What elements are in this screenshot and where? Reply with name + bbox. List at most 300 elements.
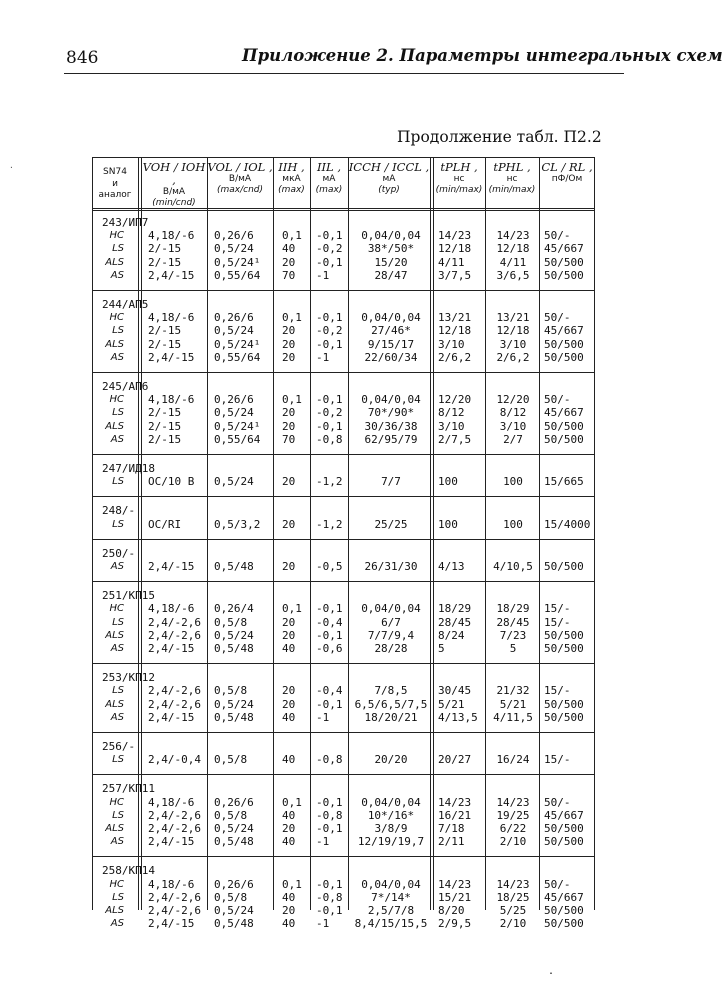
table-row <box>92 433 595 446</box>
vol-cell: 0,5/8 <box>214 753 248 767</box>
header-voh <box>141 161 207 208</box>
group-separator <box>92 856 595 857</box>
iil-cell: -1 <box>316 350 330 364</box>
table-row <box>92 629 595 642</box>
chip-title: 251/КП15 <box>102 589 155 603</box>
icc-cell: 62/95/79 <box>364 432 418 446</box>
parameters-table <box>92 157 595 931</box>
tplh-cell: 5 <box>438 642 445 655</box>
table-row <box>92 518 595 531</box>
tplh-cell: 16/21 <box>438 808 472 822</box>
icc-cell: 2,5/7/8 <box>367 904 415 917</box>
iil-cell: -0,4 <box>316 615 343 629</box>
icc-cell: 7/7/9,4 <box>367 628 415 642</box>
iil-cell: -0,1 <box>316 904 343 917</box>
voh-cell: 2/-15 <box>148 432 182 446</box>
header-iil-cond: (max) <box>315 184 343 195</box>
tplh-cell: 8/20 <box>438 904 465 917</box>
tplh-cell: 12/18 <box>438 242 472 256</box>
tphl-cell: 6/22 <box>499 822 527 835</box>
table-row <box>92 229 595 242</box>
tphl-cell: 2/7 <box>503 432 523 446</box>
tphl-cell: 12/20 <box>496 393 530 407</box>
page-number: 846 <box>66 48 99 68</box>
header-sn74-line: и <box>112 178 118 189</box>
group-title-row <box>92 504 595 517</box>
vol-cell: 0,5/24 <box>214 822 254 835</box>
iil-cell: -0,1 <box>316 628 343 642</box>
iih-cell: 20 <box>282 350 296 364</box>
family-cell: AS <box>110 433 124 445</box>
vol-cell: 0,5/24 <box>214 475 254 489</box>
voh-cell: 2,4/-2,6 <box>148 890 201 904</box>
cl-cell: 15/- <box>544 684 571 698</box>
family-cell: HC <box>109 312 124 324</box>
iih-cell: 70 <box>282 432 296 446</box>
icc-cell: 7/7 <box>381 475 401 489</box>
header-tplh <box>433 161 485 195</box>
tphl-cell: 5 <box>509 642 517 655</box>
cl-cell: 50/- <box>544 877 571 891</box>
family-cell: ALS <box>105 256 124 268</box>
table-row <box>92 809 595 822</box>
voh-cell: 4,18/-6 <box>148 877 195 891</box>
vol-cell: 0,26/6 <box>214 795 254 809</box>
voh-cell: 2,4/-2,6 <box>148 904 201 917</box>
header-icc-cond: (typ) <box>378 184 400 195</box>
tplh-cell: 12/20 <box>438 393 472 407</box>
cl-cell: 15/4000 <box>544 517 591 531</box>
voh-cell: 2,4/-15 <box>148 350 195 364</box>
voh-cell: 2/-15 <box>148 419 182 433</box>
iih-cell: 20 <box>282 684 296 698</box>
vol-cell: 0,26/6 <box>214 393 254 407</box>
tphl-cell: 12/18 <box>496 324 530 338</box>
header-cl-symbol: CL / RL , <box>541 160 593 174</box>
tplh-cell: 100 <box>438 475 458 489</box>
iil-cell: -1 <box>316 917 330 931</box>
family-cell: AS <box>110 561 124 572</box>
icc-cell: 0,04/0,04 <box>361 229 421 243</box>
group-separator <box>92 496 595 497</box>
icc-cell: 0,04/0,04 <box>361 311 421 325</box>
header-voh-unit: В/мА <box>162 187 186 198</box>
tphl-cell: 16/24 <box>496 753 530 767</box>
header-tplh-cond: (min/max) <box>435 184 483 195</box>
running-head: Приложение 2. Параметры интегральных схем <box>242 46 723 65</box>
iih-cell: 20 <box>282 517 296 531</box>
tplh-cell: 2/6,2 <box>438 350 472 364</box>
vol-cell: 0,5/24 <box>214 628 254 642</box>
icc-cell: 15/20 <box>374 255 408 269</box>
cl-cell: 45/667 <box>544 406 584 420</box>
iil-cell: -0,1 <box>316 822 343 835</box>
cl-cell: 50/500 <box>544 560 584 573</box>
iih-cell: 40 <box>282 242 296 256</box>
vol-cell: 0,5/3,2 <box>214 517 261 531</box>
vol-cell: 0,5/48 <box>214 835 254 849</box>
group-title-row <box>92 864 595 877</box>
iil-cell: -0,1 <box>316 602 343 616</box>
family-cell: LS <box>112 754 124 766</box>
header-tphl-unit: нс <box>506 174 518 185</box>
family-cell: LS <box>112 476 124 488</box>
iil-cell: -0,8 <box>316 890 343 904</box>
tphl-cell: 4/10,5 <box>493 560 533 573</box>
vol-cell: 0,26/6 <box>214 311 254 325</box>
icc-cell: 25/25 <box>374 517 408 531</box>
family-cell: AS <box>110 643 124 654</box>
table-row <box>92 393 595 406</box>
tplh-cell: 4/11 <box>438 255 465 269</box>
table-row <box>92 684 595 697</box>
iih-cell: 40 <box>282 835 296 849</box>
group-separator <box>92 774 595 775</box>
table-row <box>92 891 595 904</box>
vol-cell: 0,5/24 <box>214 697 254 711</box>
icc-cell: 70*/90* <box>367 406 415 420</box>
tplh-cell: 20/27 <box>438 753 472 767</box>
tplh-cell: 8/24 <box>438 628 465 642</box>
table-row <box>92 822 595 835</box>
iih-cell: 0,1 <box>282 602 302 616</box>
voh-cell: 2/-15 <box>148 324 182 338</box>
tplh-cell: 14/23 <box>438 877 472 891</box>
icc-cell: 28/47 <box>374 268 408 282</box>
chip-title: 256/- <box>102 740 136 753</box>
vol-cell: 0,55/64 <box>214 268 261 282</box>
iih-cell: 20 <box>282 255 296 269</box>
tphl-cell: 2/6,2 <box>496 350 530 364</box>
chip-title: 243/ИП7 <box>102 216 149 229</box>
header-voh-symbol: VOH / IOH , <box>142 160 206 188</box>
cl-cell: 50/500 <box>544 710 584 724</box>
iih-cell: 0,1 <box>282 795 302 809</box>
tplh-cell: 15/21 <box>438 890 472 904</box>
voh-cell: 2,4/-15 <box>148 642 195 655</box>
header-vol-cond: (max/cnd) <box>216 184 264 195</box>
iil-cell: -0,1 <box>316 229 343 243</box>
family-cell: HC <box>109 230 124 242</box>
iih-cell: 40 <box>282 753 296 767</box>
tphl-cell: 14/23 <box>496 795 530 809</box>
cl-cell: 50/500 <box>544 904 584 917</box>
cl-cell: 15/- <box>544 615 571 629</box>
family-cell: AS <box>110 269 124 281</box>
iih-cell: 20 <box>282 822 296 835</box>
table-row <box>92 420 595 433</box>
family-cell: AS <box>110 918 124 930</box>
iih-cell: 0,1 <box>282 393 302 407</box>
cl-cell: 45/667 <box>544 242 584 256</box>
iih-cell: 20 <box>282 337 296 351</box>
vol-cell: 0,5/24 <box>214 406 254 420</box>
tphl-cell: 4/11 <box>499 255 527 269</box>
vol-cell: 0,5/48 <box>214 710 254 724</box>
tphl-cell: 3/10 <box>499 419 527 433</box>
voh-cell: 2,4/-15 <box>148 560 195 573</box>
iih-cell: 20 <box>282 615 296 629</box>
iil-cell: -0,8 <box>316 432 343 446</box>
iil-cell: -0,1 <box>316 795 343 809</box>
voh-cell: 2,4/-2,6 <box>148 822 201 835</box>
group-separator <box>92 372 595 373</box>
header-tplh-unit: нс <box>453 174 465 185</box>
vol-cell: 0,5/48 <box>214 560 254 573</box>
cl-cell: 50/500 <box>544 628 584 642</box>
iih-cell: 70 <box>282 268 296 282</box>
voh-cell: 4,18/-6 <box>148 393 195 407</box>
table-row <box>92 698 595 711</box>
chip-title: 248/- <box>102 504 136 518</box>
table-caption: Продолжение табл. П2.2 <box>397 128 602 146</box>
vol-cell: 0,5/24¹ <box>214 255 261 269</box>
iil-cell: -0,1 <box>316 337 343 351</box>
table-row <box>92 269 595 282</box>
icc-cell: 0,04/0,04 <box>361 795 421 809</box>
tphl-cell: 18/25 <box>496 890 530 904</box>
tphl-cell: 21/32 <box>496 684 530 698</box>
header-tphl-symbol: tPHL , <box>493 160 531 174</box>
iih-cell: 40 <box>282 917 296 931</box>
icc-cell: 8,4/15/15,5 <box>354 917 428 931</box>
group-separator <box>92 732 595 733</box>
voh-cell: 2,4/-2,6 <box>148 628 201 642</box>
voh-cell: 2,4/-15 <box>148 835 195 849</box>
group-separator <box>92 539 595 540</box>
vol-cell: 0,5/48 <box>214 917 254 931</box>
cl-cell: 50/500 <box>544 337 584 351</box>
vol-cell: 0,5/24 <box>214 242 254 256</box>
iil-cell: -0,1 <box>316 255 343 269</box>
table-row <box>92 324 595 337</box>
cl-cell: 45/667 <box>544 890 584 904</box>
iil-cell: -1 <box>316 710 330 724</box>
chip-title: 247/ИД18 <box>102 462 155 475</box>
tplh-cell: 18/29 <box>438 602 472 616</box>
iil-cell: -0,6 <box>316 642 343 655</box>
table-row <box>92 904 595 917</box>
tplh-cell: 30/45 <box>438 684 472 698</box>
group-title-row <box>92 216 595 229</box>
margin-mark: . <box>9 161 14 170</box>
cl-cell: 15/665 <box>544 475 584 489</box>
icc-cell: 20/20 <box>374 753 408 767</box>
tplh-cell: 14/23 <box>438 229 472 243</box>
iil-cell: -1 <box>316 835 330 849</box>
chip-title: 253/КП12 <box>102 671 155 685</box>
header-sn74-line: SN74 <box>103 167 127 177</box>
vol-cell: 0,26/4 <box>214 602 254 616</box>
iih-cell: 40 <box>282 642 296 655</box>
tplh-cell: 100 <box>438 517 458 531</box>
voh-cell: OC/10 B <box>148 475 195 489</box>
voh-cell: 4,18/-6 <box>148 602 195 616</box>
table-row <box>92 256 595 269</box>
tphl-cell: 5/25 <box>499 904 527 917</box>
voh-cell: 2,4/-15 <box>148 268 195 282</box>
family-cell: AS <box>110 836 124 848</box>
tphl-cell: 2/10 <box>499 917 527 931</box>
vol-cell: 0,5/24 <box>214 904 254 917</box>
table-row <box>92 917 595 930</box>
voh-cell: 2/-15 <box>148 337 182 351</box>
iih-cell: 20 <box>282 475 296 489</box>
iih-cell: 40 <box>282 808 296 822</box>
icc-cell: 0,04/0,04 <box>361 393 421 407</box>
cl-cell: 50/- <box>544 229 571 243</box>
group-separator <box>92 454 595 455</box>
cl-cell: 50/500 <box>544 255 584 269</box>
icc-cell: 6,5/6,5/7,5 <box>354 697 428 711</box>
table-row <box>92 351 595 364</box>
header-tphl-cond: (min/max) <box>488 184 536 195</box>
vol-cell: 0,26/6 <box>214 877 254 891</box>
tphl-cell: 3/6,5 <box>496 268 530 282</box>
vol-cell: 0,5/24 <box>214 324 254 338</box>
cl-cell: 50/500 <box>544 432 584 446</box>
header-rule <box>64 73 624 74</box>
iil-cell: -0,1 <box>316 311 343 325</box>
group-title-row <box>92 462 595 475</box>
tphl-cell: 5/21 <box>499 697 527 711</box>
voh-cell: 4,18/-6 <box>148 311 195 325</box>
group-title-row <box>92 547 595 560</box>
group-separator <box>92 663 595 664</box>
cl-cell: 50/500 <box>544 835 584 849</box>
iil-cell: -1,2 <box>316 475 343 489</box>
tphl-cell: 4/11,5 <box>493 710 533 724</box>
table-row <box>92 878 595 891</box>
tplh-cell: 8/12 <box>438 406 465 420</box>
table-row <box>92 711 595 724</box>
iih-cell: 20 <box>282 419 296 433</box>
cl-cell: 15/- <box>544 753 571 767</box>
family-cell: ALS <box>105 629 124 641</box>
icc-cell: 10*/16* <box>367 808 415 822</box>
iil-cell: -0,2 <box>316 324 343 338</box>
table-row <box>92 311 595 324</box>
icc-cell: 9/15/17 <box>367 337 415 351</box>
tplh-cell: 2/11 <box>438 835 465 849</box>
corner-mark: . <box>547 966 554 977</box>
group-separator <box>92 581 595 582</box>
iih-cell: 40 <box>282 710 296 724</box>
vol-cell: 0,5/8 <box>214 890 248 904</box>
vol-cell: 0,5/24¹ <box>214 419 261 433</box>
tplh-cell: 3/10 <box>438 337 465 351</box>
header-sn74-line: аналог <box>98 190 132 201</box>
cl-cell: 50/500 <box>544 419 584 433</box>
group-title-row <box>92 380 595 393</box>
iil-cell: -0,8 <box>316 753 343 767</box>
iih-cell: 40 <box>282 890 296 904</box>
group-title-row <box>92 782 595 795</box>
tplh-cell: 28/45 <box>438 615 472 629</box>
iil-cell: -0,2 <box>316 242 343 256</box>
family-cell: ALS <box>105 338 124 350</box>
table-row <box>92 560 595 573</box>
cl-cell: 15/- <box>544 602 571 616</box>
group-title-row <box>92 298 595 311</box>
voh-cell: 2/-15 <box>148 255 182 269</box>
header-vol-unit: В/мА <box>228 174 252 185</box>
header-iih-unit: мкА <box>282 174 301 185</box>
table-row <box>92 406 595 419</box>
family-cell: AS <box>110 711 124 723</box>
table-row <box>92 835 595 848</box>
header-icc <box>348 161 430 195</box>
voh-cell: 2/-15 <box>148 242 182 256</box>
cl-cell: 50/- <box>544 795 571 809</box>
cl-cell: 50/- <box>544 311 571 325</box>
tplh-cell: 5/21 <box>438 697 465 711</box>
tphl-cell: 100 <box>503 475 523 489</box>
voh-cell: OC/RI <box>148 517 182 531</box>
family-cell: ALS <box>105 823 124 834</box>
iil-cell: -0,1 <box>316 419 343 433</box>
cl-cell: 50/500 <box>544 268 584 282</box>
icc-cell: 38*/50* <box>367 242 415 256</box>
iil-cell: -0,5 <box>316 560 343 573</box>
group-separator <box>92 290 595 291</box>
vol-cell: 0,5/8 <box>214 808 248 822</box>
header-cl <box>539 161 595 185</box>
iil-cell: -0,8 <box>316 808 343 822</box>
header-underline-double <box>92 210 595 211</box>
tphl-cell: 14/23 <box>496 229 530 243</box>
family-cell: LS <box>112 518 124 530</box>
tplh-cell: 7/18 <box>438 822 465 835</box>
chip-title: 257/КП11 <box>102 782 155 796</box>
family-cell: HC <box>109 394 124 406</box>
cl-cell: 50/500 <box>544 350 584 364</box>
header-iil-symbol: IIL , <box>316 160 342 174</box>
tphl-cell: 28/45 <box>496 615 530 629</box>
header-tphl <box>485 161 539 195</box>
chip-title: 244/АП5 <box>102 298 149 311</box>
tplh-cell: 3/7,5 <box>438 268 472 282</box>
header-iil-unit: мА <box>322 174 336 185</box>
voh-cell: 2/-15 <box>148 406 182 420</box>
iih-cell: 20 <box>282 324 296 338</box>
vol-cell: 0,55/64 <box>214 432 261 446</box>
vol-cell: 0,5/48 <box>214 642 254 655</box>
header-icc-unit: мА <box>382 174 396 185</box>
table-row <box>92 753 595 766</box>
iih-cell: 0,1 <box>282 229 302 243</box>
iil-cell: -0,1 <box>316 393 343 407</box>
tphl-cell: 19/25 <box>496 808 530 822</box>
family-cell: LS <box>112 809 124 821</box>
cl-cell: 45/667 <box>544 808 584 822</box>
tphl-cell: 12/18 <box>496 242 530 256</box>
tplh-cell: 13/21 <box>438 311 472 325</box>
family-cell: LS <box>112 616 124 628</box>
cl-cell: 50/500 <box>544 822 584 835</box>
tplh-cell: 2/7,5 <box>438 432 472 446</box>
icc-cell: 18/20/21 <box>364 710 418 724</box>
family-cell: ALS <box>105 698 124 710</box>
table-row <box>92 796 595 809</box>
chip-title: 258/КП14 <box>102 864 155 878</box>
icc-cell: 27/46* <box>371 324 411 338</box>
vol-cell: 0,55/64 <box>214 350 261 364</box>
header-icc-symbol: ICCH / ICCL , <box>348 160 430 174</box>
vol-cell: 0,5/8 <box>214 684 248 698</box>
voh-cell: 2,4/-2,6 <box>148 697 201 711</box>
iih-cell: 20 <box>282 697 296 711</box>
